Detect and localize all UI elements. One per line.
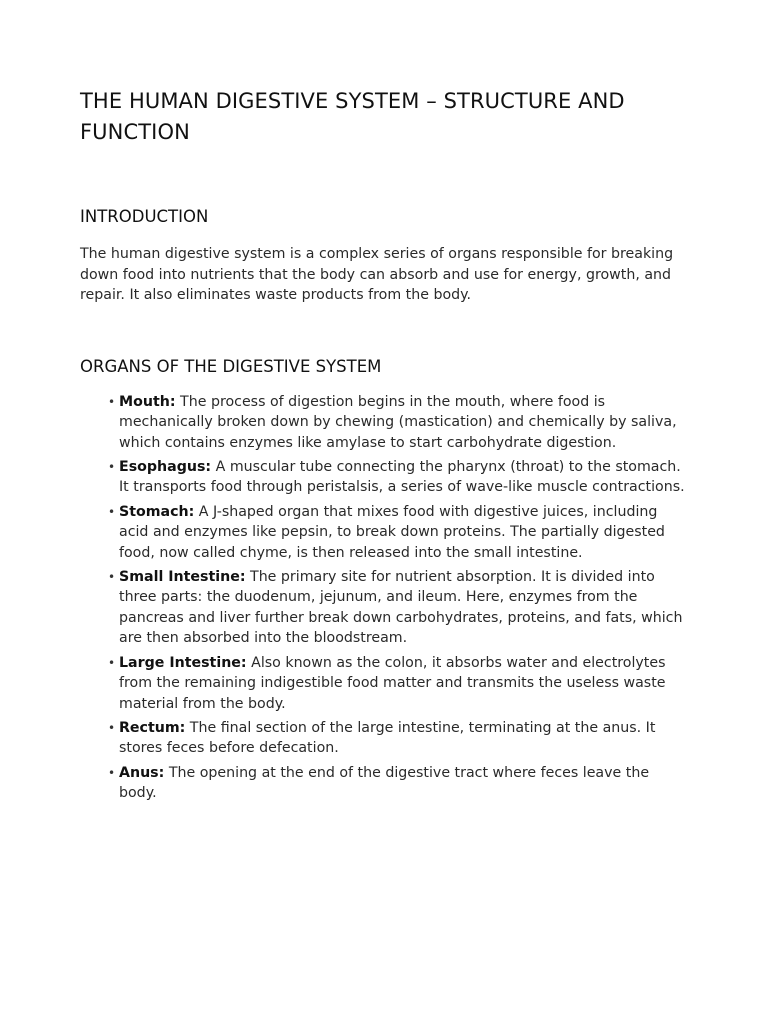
list-item	[108, 502, 690, 564]
list-item	[108, 392, 690, 454]
organ-term-rectum: Rectum:	[119, 719, 186, 736]
introduction-heading: INTRODUCTION	[80, 207, 209, 226]
organ-term-large-intestine: Large Intestine:	[119, 654, 247, 671]
list-item	[108, 567, 690, 649]
organ-term-small-intestine: Small Intestine:	[119, 568, 246, 585]
organ-description-anus: The opening at the end of the digestive tract where feces leave the body.	[119, 764, 650, 802]
bullet-icon: •	[108, 394, 116, 409]
organ-term-anus: Anus:	[119, 764, 165, 781]
organ-description-stomach: A J-shaped organ that mixes food with digestive juices, including acid and enzymes like pepsin, to break down proteins. The partially digested food, now called chyme, is then released into the small intestine.	[119, 503, 665, 561]
document-title: THE HUMAN DIGESTIVE SYSTEM – STRUCTURE AND FUNCTION	[80, 89, 625, 144]
organ-list	[80, 392, 690, 804]
introduction-paragraph: The human digestive system is a complex series of organs responsible for breaking down food into nutrients that the body can absorb and use for energy, growth, and repair. It also eliminates waste products from the body.	[80, 246, 674, 303]
bullet-icon: •	[108, 569, 116, 584]
list-item	[108, 653, 690, 715]
list-item	[108, 457, 690, 498]
organ-description-small-intestine: The primary site for nutrient absorption. It is divided into three parts: the duodenum, jejunum, and ileum. Here, enzymes from the pancreas and liver further break down carbohydrates, proteins, and fats, which are then absorbed into the bloodstream.	[119, 568, 683, 647]
organs-heading: ORGANS OF THE DIGESTIVE SYSTEM	[80, 356, 382, 376]
bullet-icon: •	[108, 655, 116, 670]
organ-term-stomach: Stomach:	[119, 503, 195, 520]
organ-description-rectum: The final section of the large intestine, terminating at the anus. It stores feces before defecation.	[119, 719, 656, 757]
bullet-icon: •	[108, 504, 116, 519]
bullet-icon: •	[108, 765, 116, 780]
list-item	[108, 763, 690, 804]
document-page	[80, 86, 690, 808]
bullet-icon: •	[108, 459, 116, 474]
organ-description-large-intestine: Also known as the colon, it absorbs water and electrolytes from the remaining indigestible food matter and transmits the useless waste material from the body.	[119, 654, 666, 712]
organ-term-esophagus: Esophagus:	[119, 458, 212, 475]
organ-description-mouth: The process of digestion begins in the mouth, where food is mechanically broken down by chewing (mastication) and chemically by saliva, which contains enzymes like amylase to start carbohydrate digestion.	[119, 393, 677, 451]
organ-term-mouth: Mouth:	[119, 393, 176, 410]
list-item	[108, 718, 690, 759]
organ-description-esophagus: A muscular tube connecting the pharynx (throat) to the stomach. It transports food through peristalsis, a series of wave-like muscle contractions.	[119, 458, 685, 496]
bullet-icon: •	[108, 720, 116, 735]
